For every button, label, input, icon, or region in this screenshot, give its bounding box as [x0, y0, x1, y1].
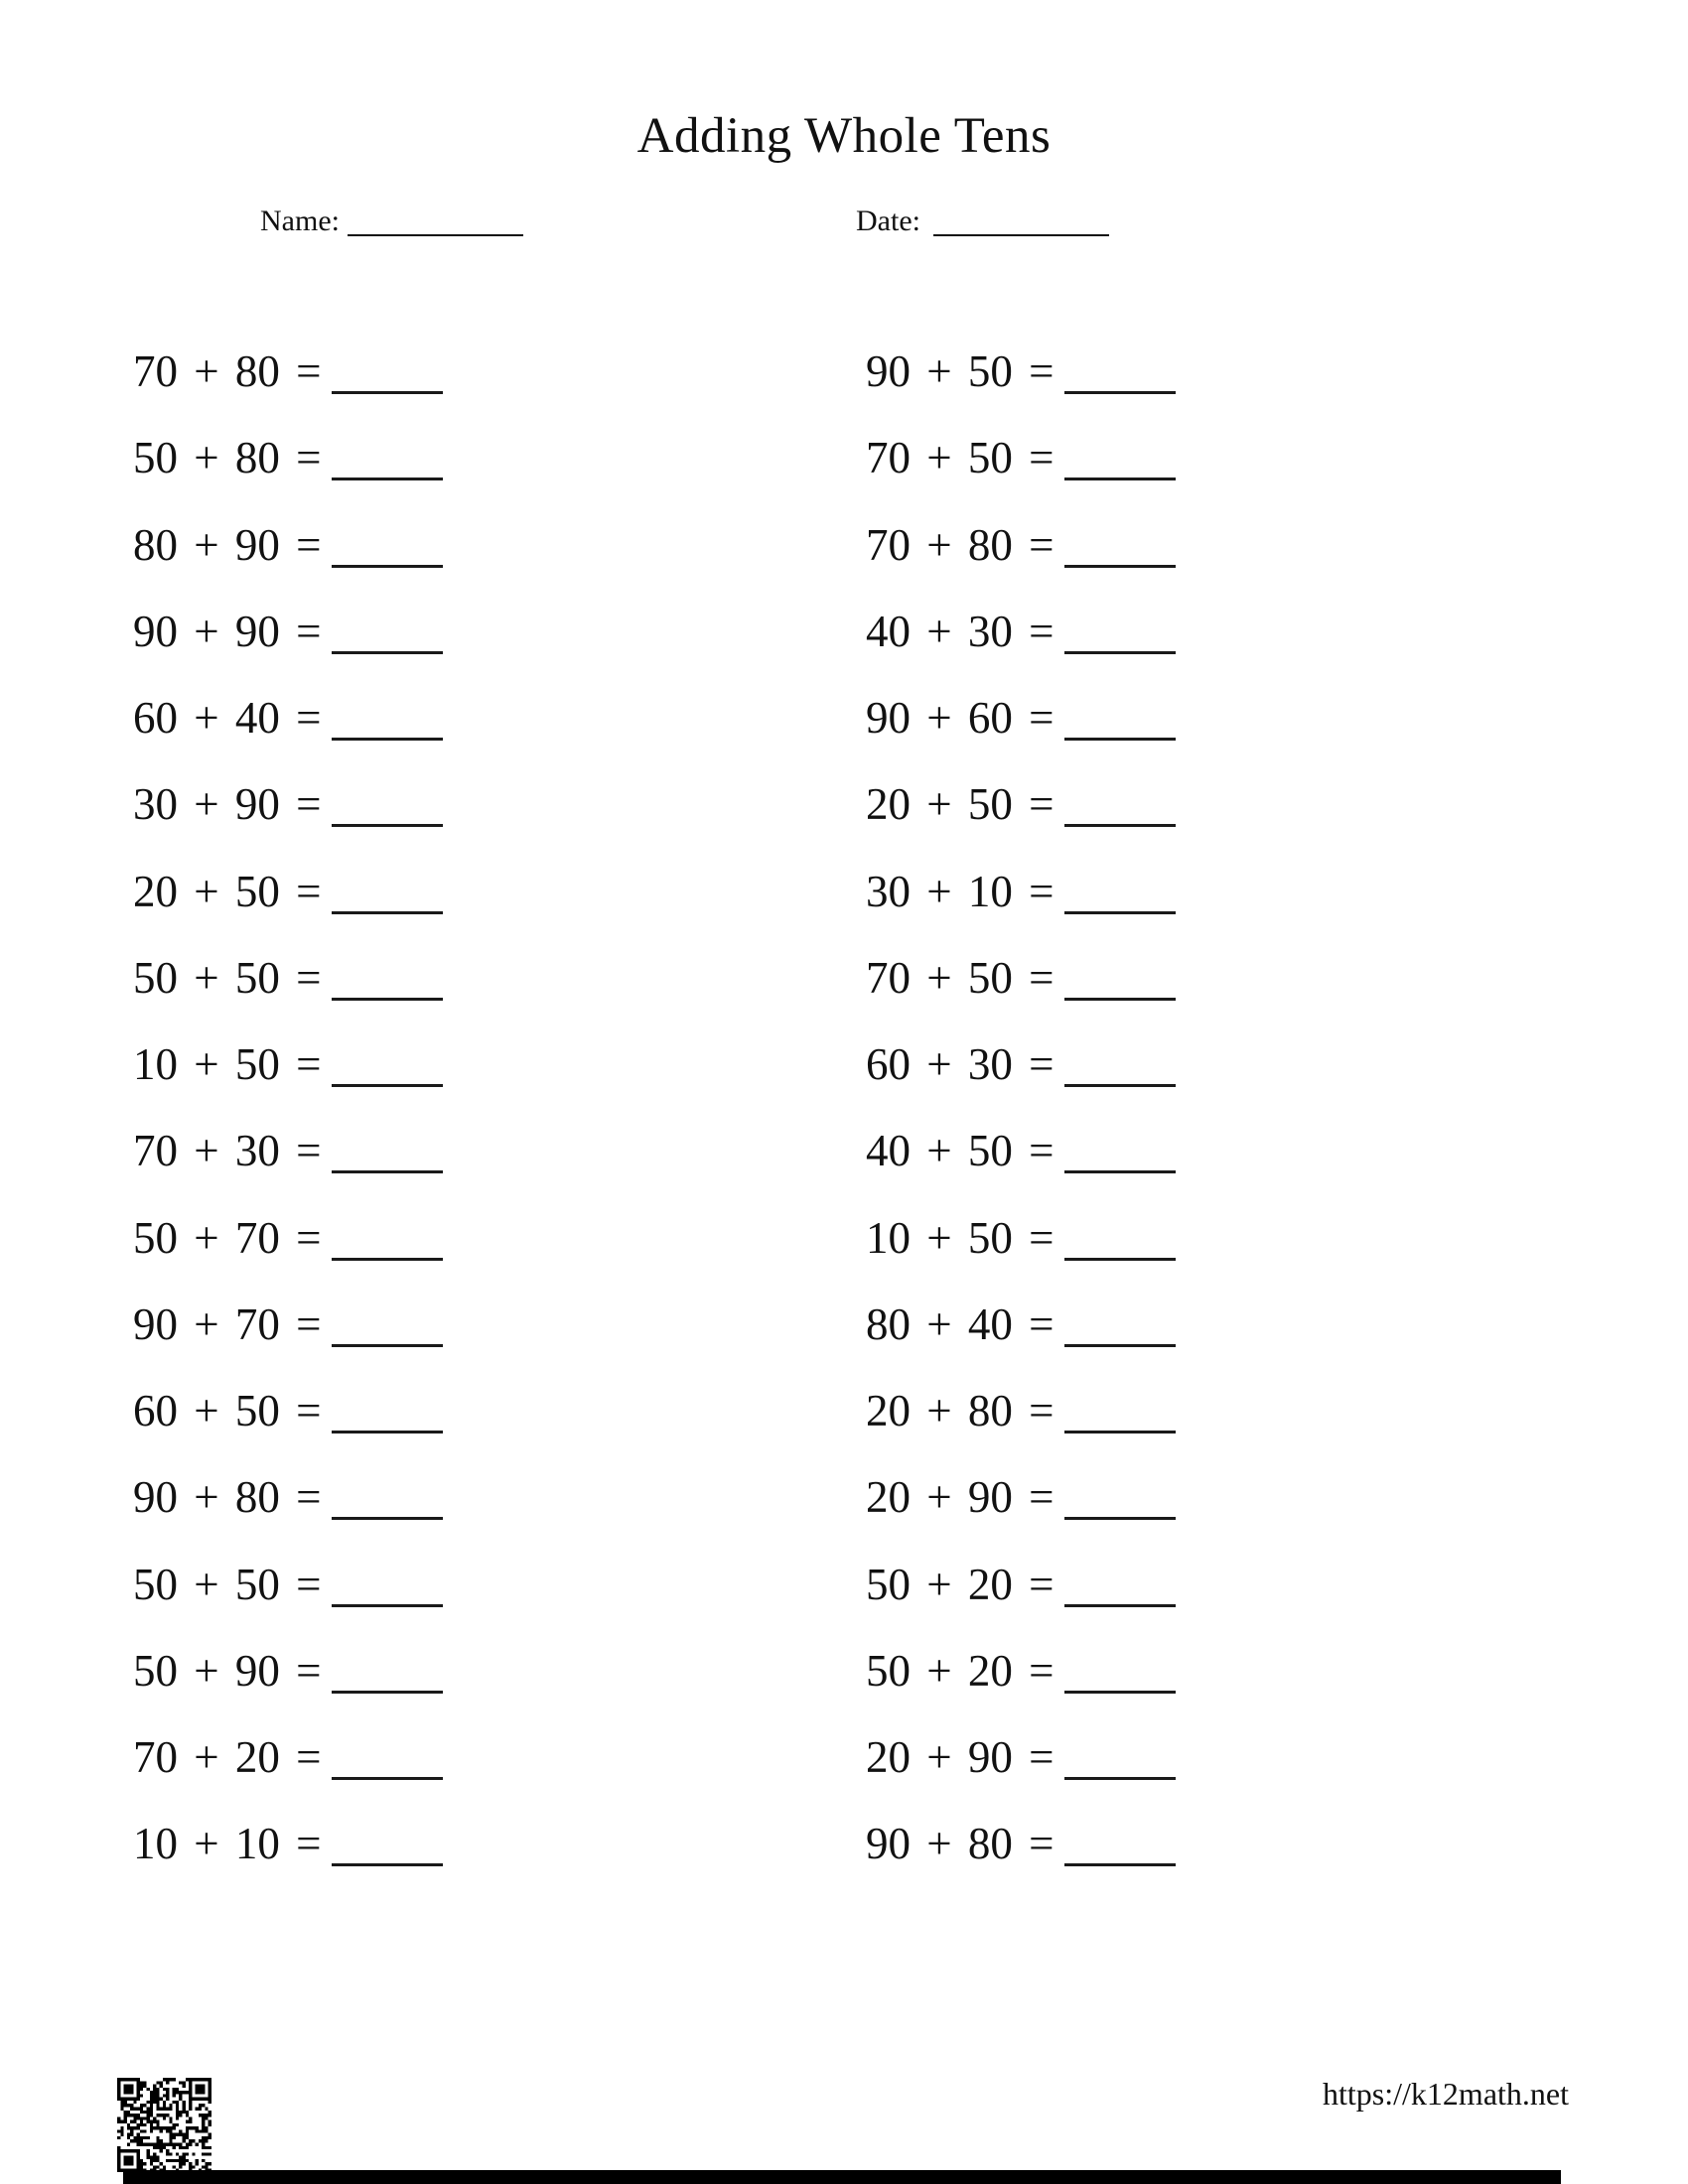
answer-blank[interactable] [1064, 1604, 1176, 1607]
answer-blank[interactable] [332, 478, 443, 480]
answer-blank[interactable] [332, 824, 443, 827]
problem-text: 50 + 70 = [133, 1212, 322, 1263]
answer-blank[interactable] [1064, 1431, 1176, 1433]
problem-row [866, 1628, 1176, 1714]
problem-row [133, 329, 443, 415]
answer-blank[interactable] [1064, 1691, 1176, 1694]
answer-blank[interactable] [332, 1517, 443, 1520]
problem-row [866, 589, 1176, 675]
name-label: Name: [260, 205, 340, 237]
answer-blank[interactable] [332, 565, 443, 568]
problem-text: 60 + 30 = [866, 1039, 1055, 1089]
answer-blank[interactable] [332, 911, 443, 914]
problem-row [866, 675, 1176, 761]
problem-text: 70 + 80 = [866, 519, 1055, 570]
footer-bar [123, 2170, 1561, 2184]
problem-text: 70 + 20 = [133, 1732, 322, 1782]
problem-text: 10 + 50 = [866, 1212, 1055, 1263]
problem-text: 90 + 80 = [133, 1472, 322, 1523]
answer-blank[interactable] [332, 1604, 443, 1607]
answer-blank[interactable] [1064, 1258, 1176, 1261]
problem-row [866, 1195, 1176, 1282]
problem-row [866, 849, 1176, 935]
problem-text: 90 + 90 = [133, 606, 322, 656]
answer-blank[interactable] [1064, 565, 1176, 568]
answer-blank[interactable] [1064, 1170, 1176, 1173]
problem-text: 70 + 50 = [866, 952, 1055, 1003]
answer-blank[interactable] [332, 651, 443, 654]
footer-url: https://k12math.net [1323, 2076, 1569, 2112]
problem-row [866, 1542, 1176, 1628]
problem-row [133, 1108, 443, 1194]
answer-blank[interactable] [1064, 1084, 1176, 1087]
problem-text: 60 + 40 = [133, 693, 322, 743]
problem-row [866, 1368, 1176, 1454]
answer-blank[interactable] [1064, 1344, 1176, 1347]
problem-text: 80 + 40 = [866, 1298, 1055, 1349]
problem-row [866, 1282, 1176, 1368]
problem-text: 10 + 10 = [133, 1819, 322, 1869]
problem-row [133, 1282, 443, 1368]
answer-blank[interactable] [332, 1258, 443, 1261]
page-title: Adding Whole Tens [636, 108, 1052, 164]
answer-blank[interactable] [1064, 1517, 1176, 1520]
answer-blank[interactable] [332, 1344, 443, 1347]
problem-text: 90 + 70 = [133, 1298, 322, 1349]
problem-text: 20 + 90 = [866, 1732, 1055, 1782]
answer-blank[interactable] [1064, 1777, 1176, 1780]
problem-row [133, 849, 443, 935]
problem-text: 10 + 50 = [133, 1039, 322, 1089]
problem-row [866, 935, 1176, 1022]
problem-text: 50 + 20 = [866, 1559, 1055, 1609]
problem-row [866, 502, 1176, 589]
answer-blank[interactable] [1064, 824, 1176, 827]
problem-row [866, 329, 1176, 415]
answer-blank[interactable] [332, 391, 443, 394]
problem-text: 50 + 50 = [133, 1559, 322, 1609]
answer-blank[interactable] [1064, 651, 1176, 654]
problem-text: 90 + 50 = [866, 346, 1055, 396]
problem-text: 90 + 80 = [866, 1819, 1055, 1869]
problem-text: 70 + 30 = [133, 1126, 322, 1176]
answer-blank[interactable] [332, 1777, 443, 1780]
problem-row [133, 1368, 443, 1454]
problem-row [866, 1022, 1176, 1108]
answer-blank[interactable] [1064, 738, 1176, 741]
answer-blank[interactable] [1064, 998, 1176, 1001]
problem-text: 20 + 90 = [866, 1472, 1055, 1523]
problem-row [133, 675, 443, 761]
problem-row [133, 935, 443, 1022]
problem-row [133, 1195, 443, 1282]
problem-text: 30 + 10 = [866, 866, 1055, 916]
answer-blank[interactable] [1064, 1863, 1176, 1866]
problem-text: 90 + 60 = [866, 693, 1055, 743]
answer-blank[interactable] [1064, 911, 1176, 914]
answer-blank[interactable] [332, 738, 443, 741]
problem-row [866, 1454, 1176, 1541]
problem-text: 20 + 50 = [866, 779, 1055, 830]
answer-blank[interactable] [332, 1431, 443, 1433]
answer-blank[interactable] [332, 1084, 443, 1087]
problem-row [133, 589, 443, 675]
problem-row [866, 1801, 1176, 1887]
problem-row [133, 761, 443, 848]
problem-text: 50 + 50 = [133, 952, 322, 1003]
problem-text: 60 + 50 = [133, 1386, 322, 1435]
problem-row [133, 1628, 443, 1714]
answer-blank[interactable] [332, 1691, 443, 1694]
problem-row [133, 1801, 443, 1887]
problem-row [866, 1108, 1176, 1194]
problems-column-left [133, 329, 443, 1888]
problem-row [133, 415, 443, 501]
problem-text: 70 + 50 = [866, 433, 1055, 483]
qr-code-icon [117, 2078, 211, 2172]
problems-column-right [866, 329, 1176, 1888]
problem-text: 20 + 50 = [133, 866, 322, 916]
answer-blank[interactable] [1064, 391, 1176, 394]
date-blank-line[interactable] [933, 234, 1109, 236]
problem-text: 50 + 90 = [133, 1645, 322, 1696]
answer-blank[interactable] [332, 1170, 443, 1173]
answer-blank[interactable] [1064, 478, 1176, 480]
problem-text: 30 + 90 = [133, 779, 322, 830]
name-blank-line[interactable] [348, 234, 523, 236]
answer-blank[interactable] [332, 1863, 443, 1866]
problem-row [866, 761, 1176, 848]
date-label: Date: [856, 205, 920, 237]
problem-row [133, 1454, 443, 1541]
problem-row [866, 415, 1176, 501]
answer-blank[interactable] [332, 998, 443, 1001]
problem-row [133, 502, 443, 589]
problem-row [133, 1022, 443, 1108]
problem-text: 50 + 80 = [133, 433, 322, 483]
problem-row [133, 1542, 443, 1628]
problem-text: 50 + 20 = [866, 1645, 1055, 1696]
problem-row [133, 1714, 443, 1801]
problem-text: 40 + 50 = [866, 1126, 1055, 1176]
problem-row [866, 1714, 1176, 1801]
problem-text: 20 + 80 = [866, 1386, 1055, 1435]
problem-text: 70 + 80 = [133, 346, 322, 396]
problem-text: 80 + 90 = [133, 519, 322, 570]
problem-text: 40 + 30 = [866, 606, 1055, 656]
